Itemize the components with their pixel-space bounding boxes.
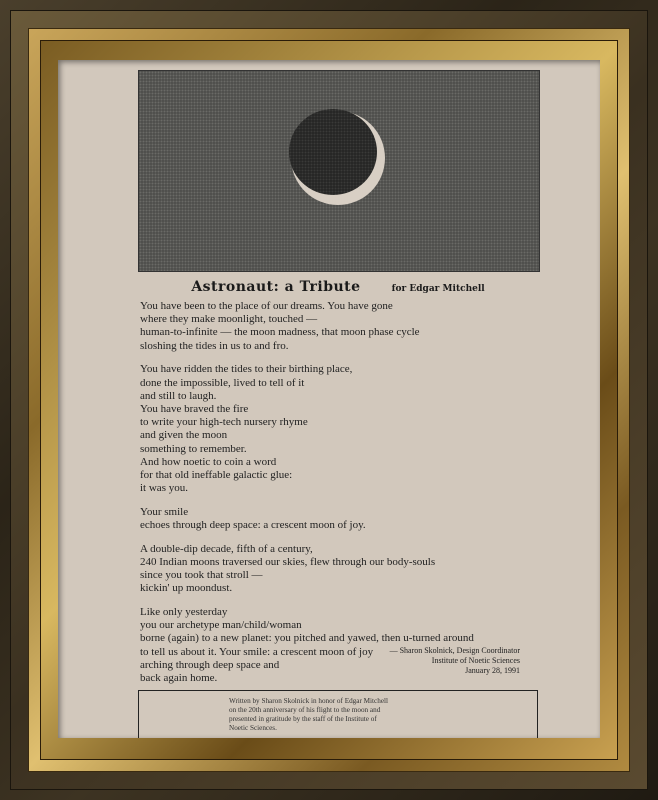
- stanza-4: [140, 543, 580, 596]
- poem-line: You have been to the place of our dreams. You have gone: [140, 300, 393, 312]
- title-row: [138, 276, 538, 295]
- poem-line: you our archetype man/child/woman: [140, 619, 302, 632]
- poem-line: 240 Indian moons traversed our skies, flew through our body-souls: [140, 555, 436, 568]
- credit-date: January 28, 1991: [465, 666, 520, 675]
- poem-line: and given the moon: [140, 429, 228, 442]
- note-line: presented in gratitude by the staff of the Institute of: [229, 715, 377, 723]
- poem-line: Like only yesterday: [140, 606, 228, 619]
- poem-line: back again home.: [140, 672, 218, 685]
- poem-line: kickin' up moondust.: [140, 582, 233, 595]
- dedication-note-box: [138, 690, 538, 738]
- poem-line: Your smile: [140, 505, 189, 518]
- poem-line: where they make moonlight, touched —: [140, 313, 318, 326]
- poem-dedication: for Edgar Mitchell: [391, 284, 485, 294]
- poem-title: Astronaut: a Tribute: [191, 279, 361, 295]
- poem-line: And how noetic to coin a word: [140, 455, 277, 468]
- credit-institute: Institute of Noetic Sciences: [431, 656, 520, 665]
- dedication-note: [229, 697, 469, 733]
- poem-line: echoes through deep space: a crescent moon of joy.: [140, 519, 366, 532]
- poem-line: done the impossible, lived to tell of it: [140, 376, 305, 389]
- poem-line: it was you.: [140, 482, 188, 495]
- poem-line: to tell us about it. Your smile: a crescent moon of joy: [140, 645, 374, 658]
- note-line: Noetic Sciences.: [229, 724, 277, 732]
- poem-line: sloshing the tides in us to and fro.: [140, 339, 289, 352]
- poem-body: [140, 300, 580, 696]
- poem-line: since you took that stroll —: [140, 569, 263, 582]
- poem-line: borne (again) to a new planet: you pitched and yawed, then u-turned around: [140, 632, 474, 645]
- moon-disk: [289, 109, 377, 195]
- eclipse-photo: [138, 70, 540, 272]
- note-line: on the 20th anniversary of his flight to the moon and: [229, 706, 381, 714]
- poem-line: arching through deep space and: [140, 658, 280, 671]
- poem-line: something to remember.: [140, 442, 247, 455]
- poem-line: You have braved the fire: [140, 402, 249, 415]
- stanza-3: [140, 506, 580, 532]
- credit-author: — Sharon Skolnick, Design Coordinator: [389, 646, 520, 655]
- poem-line: You have ridden the tides to their birthing place,: [140, 363, 353, 376]
- poem-line: A double-dip decade, fifth of a century,: [140, 542, 313, 555]
- author-credit: [390, 646, 520, 676]
- framed-document: [58, 60, 600, 738]
- stanza-1: [140, 300, 580, 353]
- stanza-2: [140, 363, 580, 495]
- poem-line: to write your high-tech nursery rhyme: [140, 416, 308, 429]
- poem-line: for that old ineffable galactic glue:: [140, 468, 293, 481]
- poem-line: and still to laugh.: [140, 389, 217, 402]
- poem-line: human-to-infinite — the moon madness, that moon phase cycle: [140, 326, 420, 339]
- note-line: Written by Sharon Skolnick in honor of Edgar Mitchell: [229, 697, 389, 705]
